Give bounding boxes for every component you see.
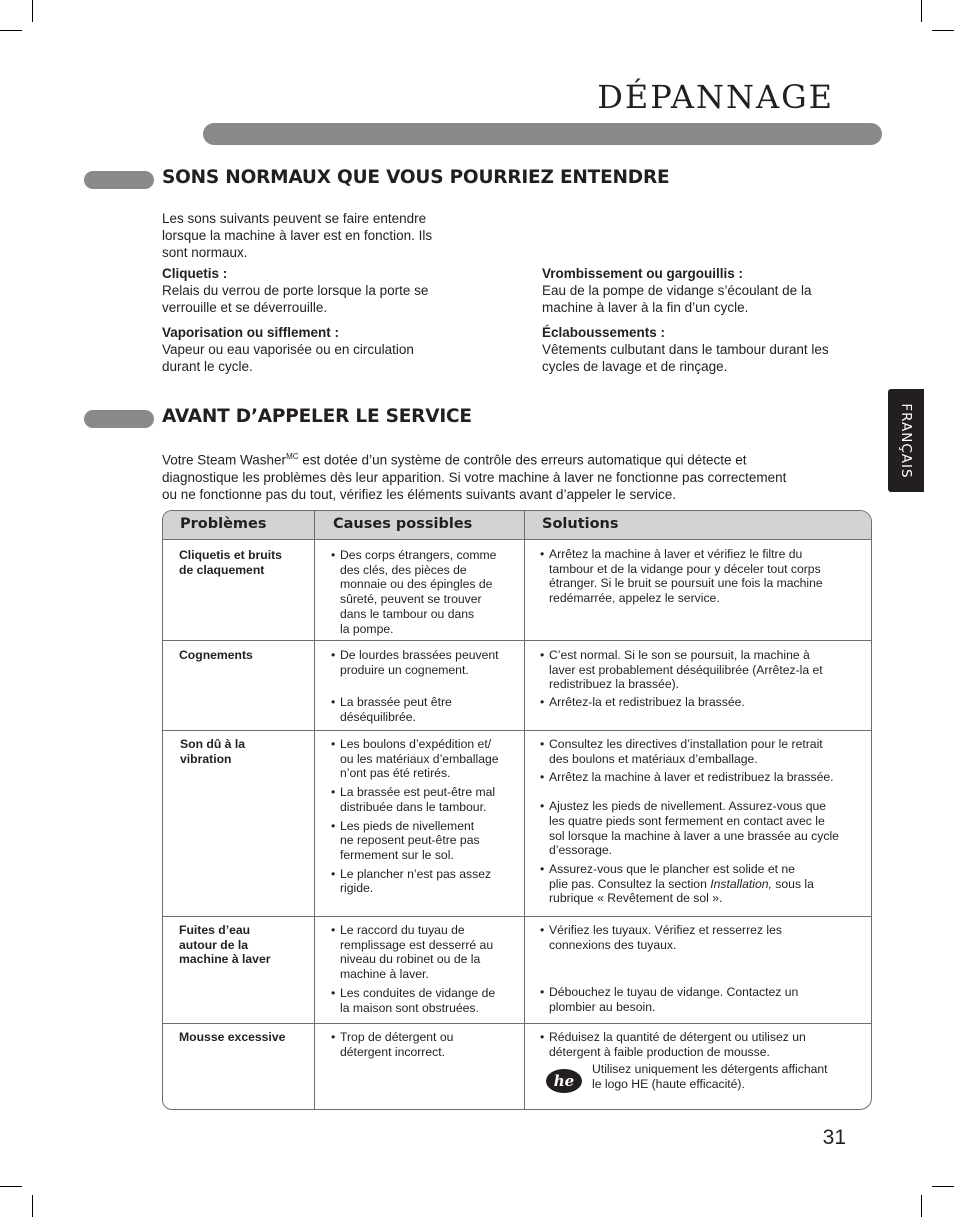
list-item: • Le plancher n’est pas assez rigide.: [331, 867, 521, 896]
list-item: • C’est normal. Si le son se poursuit, la machine à laver est probablement déséquilibrée (Arrêtez-la et redistribuez la brassée).: [540, 648, 870, 692]
solutions-cell: [540, 923, 870, 1015]
list-item: • Vérifiez les tuyaux. Vérifiez et resserrez les connexions des tuyaux.: [540, 923, 870, 952]
list-item: • Réduisez la quantité de détergent ou utilisez un détergent à faible production de mousse.: [540, 1030, 870, 1059]
section-intro: Votre Steam Washer$^{MC}$ est dotée d’un système de contrôle des erreurs automatique qui détecte et diagnostique les problèmes dès leur apparition. Si votre machine à laver ne fonctionne pas correctement ou ne fonctionne pas du tout, vérifiez les éléments suivants avant d’appeler le service.: [162, 452, 787, 502]
sound-item: Vaporisation ou sifflement : Vapeur ou eau vaporisée ou en circulation durant le cycle.: [162, 325, 414, 374]
he-note: Utilisez uniquement les détergents affichant le logo HE (haute efficacité).: [592, 1062, 828, 1091]
section-title-normal-sounds: SONS NORMAUX QUE VOUS POURRIEZ ENTENDRE: [162, 167, 670, 188]
section-marker: [84, 410, 154, 428]
column-divider: [524, 511, 525, 1109]
column-header-problems: Problèmes: [180, 516, 267, 532]
header-bar: [203, 123, 882, 145]
problem-cell: Fuites d’eau autour de la machine à laver: [179, 923, 271, 967]
column-header-causes: Causes possibles: [333, 516, 473, 532]
page-title: DÉPANNAGE: [597, 78, 834, 116]
causes-cell: [331, 923, 521, 1015]
list-item: • Arrêtez-la et redistribuez la brassée.: [540, 695, 870, 710]
list-item: • La brassée peut être déséquilibrée.: [331, 695, 521, 724]
language-tab: [888, 389, 924, 492]
troubleshooting-table: [162, 510, 872, 1110]
solutions-cell: [540, 547, 870, 606]
section-title-before-service: AVANT D’APPELER LE SERVICE: [162, 406, 472, 427]
solutions-cell: [540, 648, 870, 710]
list-item: • Débouchez le tuyau de vidange. Contactez un plombier au besoin.: [540, 985, 870, 1014]
row-divider: [163, 730, 871, 731]
page-number: 31: [822, 1126, 846, 1149]
solutions-cell: [540, 737, 870, 906]
list-item: • Ajustez les pieds de nivellement. Assurez-vous que les quatre pieds sont fermement en contact avec le sol lorsque la machine à laver a une brassée au cycle d’essorage.: [540, 799, 870, 858]
table-header: [163, 511, 871, 540]
row-divider: [163, 1023, 871, 1024]
list-item: • Le raccord du tuyau de remplissage est desserré au niveau du robinet ou de la machine à laver.: [331, 923, 521, 982]
list-item: • Arrêtez la machine à laver et vérifiez le filtre du tambour et de la vidange pour y déceler tout corps étranger. Si le bruit se poursuit une fois la machine redémarrée, appelez le service.: [540, 547, 870, 606]
list-item: • Arrêtez la machine à laver et redistribuez la brassée.: [540, 770, 870, 785]
list-item: • Trop de détergent ou détergent incorrect.: [331, 1030, 521, 1059]
causes-cell: [331, 648, 521, 725]
crop-mark: [921, 0, 922, 22]
list-item: • Des corps étrangers, comme des clés, des pièces de monnaie ou des épingles de sûreté, peuvent se trouver dans le tambour ou dans la pompe.: [331, 548, 521, 636]
list-item: • Les conduites de vidange de la maison sont obstruées.: [331, 986, 521, 1015]
solutions-cell: [540, 1030, 870, 1059]
sound-item: Cliquetis : Relais du verrou de porte lorsque la porte se verrouille et se déverrouille.: [162, 266, 429, 315]
crop-mark: [932, 30, 954, 31]
section-marker: [84, 171, 154, 189]
sound-item: Éclaboussements : Vêtements culbutant dans le tambour durant les cycles de lavage et de rinçage.: [542, 325, 829, 374]
list-item: • La brassée est peut-être mal distribuée dans le tambour.: [331, 785, 521, 814]
problem-cell: Cliquetis et bruits de claquement: [179, 548, 282, 577]
section-intro: Les sons suivants peuvent se faire entendre lorsque la machine à laver est en fonction. Ils sont normaux.: [162, 211, 433, 260]
list-item: • Les boulons d’expédition et/ ou les matériaux d’emballage n’ont pas été retirés.: [331, 737, 521, 781]
crop-mark: [921, 1195, 922, 1217]
problem-cell: Mousse excessive: [179, 1030, 286, 1044]
he-logo-icon: he: [546, 1069, 582, 1093]
causes-cell: [331, 737, 521, 896]
causes-cell: [331, 1030, 521, 1059]
column-header-solutions: Solutions: [542, 516, 619, 532]
problem-cell: Son dû à la vibration: [180, 737, 246, 766]
list-item: • Les pieds de nivellement ne reposent peut-être pas fermement sur le sol.: [331, 819, 521, 863]
crop-mark: [0, 30, 22, 31]
crop-mark: [932, 1186, 954, 1187]
language-tab-label: FRANÇAIS: [898, 402, 914, 479]
list-item: • Assurez-vous que le plancher est solide et ne plie pas. Consultez la section Installation, sous la rubrique « Revêtement de sol ».: [540, 862, 870, 906]
sound-item: Vrombissement ou gargouillis : Eau de la pompe de vidange s’écoulant de la machine à laver à la fin d’un cycle.: [542, 266, 812, 315]
column-divider: [314, 511, 315, 1109]
row-divider: [163, 640, 871, 641]
list-item: • De lourdes brassées peuvent produire un cognement.: [331, 648, 521, 677]
crop-mark: [32, 0, 33, 22]
crop-mark: [32, 1195, 33, 1217]
crop-mark: [0, 1186, 22, 1187]
list-item: • Consultez les directives d’installation pour le retrait des boulons et matériaux d’emballage.: [540, 737, 870, 766]
row-divider: [163, 916, 871, 917]
causes-cell: [331, 548, 521, 636]
problem-cell: Cognements: [179, 648, 253, 662]
